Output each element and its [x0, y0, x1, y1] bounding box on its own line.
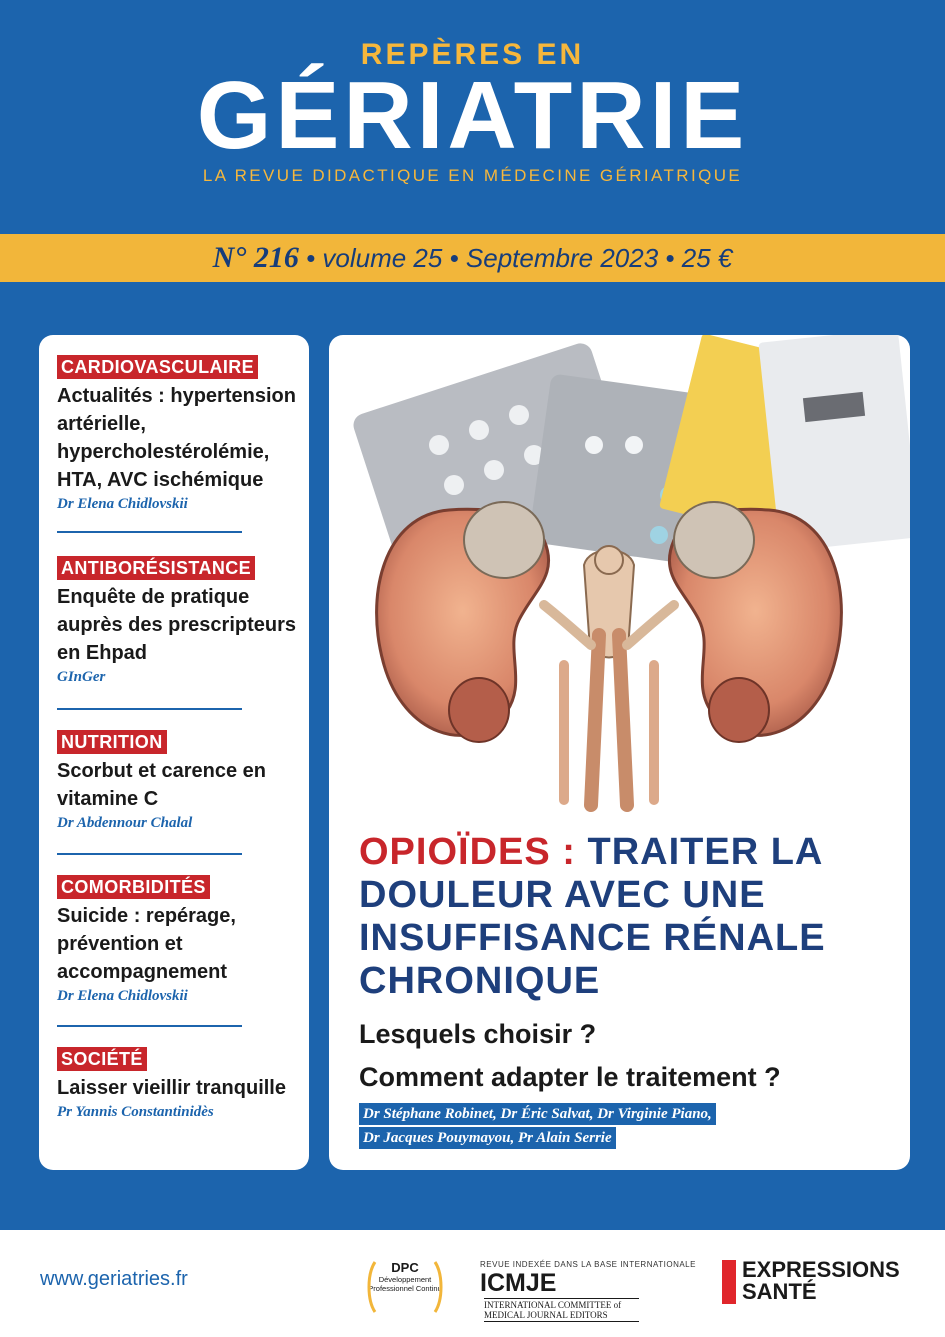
- article-category: COMORBIDITÉS: [57, 875, 210, 899]
- sidebar-contents: [39, 335, 309, 1170]
- dpc-brackets-icon: [365, 1256, 445, 1318]
- article-category: CARDIOVASCULAIRE: [57, 355, 258, 379]
- publisher-bar-icon: [722, 1260, 736, 1304]
- sidebar-article[interactable]: [57, 355, 307, 513]
- sidebar-article[interactable]: [57, 556, 307, 686]
- cover-authors: [359, 1103, 899, 1151]
- kidney-right-icon: [669, 502, 841, 742]
- icmje-fullname: INTERNATIONAL COMMITTEE of MEDICAL JOURNAL EDITORS: [484, 1298, 639, 1322]
- icmje-logo: [480, 1260, 705, 1322]
- cover-subhead: [359, 1013, 899, 1099]
- article-title: Actualités : hypertension artérielle, hypercholestérolémie, HTA, AVC ischémique: [57, 385, 296, 491]
- issue-bar: [0, 234, 945, 282]
- article-author: Dr Elena Chidlovskii: [57, 988, 188, 1004]
- article-title: Suicide : repérage, prévention et accompagnement: [57, 905, 236, 983]
- sidebar-article[interactable]: [57, 730, 307, 832]
- article-author: Pr Yannis Constantinidès: [57, 1104, 214, 1120]
- article-author: GInGer: [57, 669, 106, 685]
- dpc-title: DPC: [391, 1260, 419, 1275]
- sidebar-article[interactable]: [57, 875, 307, 1005]
- article-category: SOCIÉTÉ: [57, 1047, 147, 1071]
- article-separator: [57, 1025, 242, 1027]
- urinary-vessels-icon: [544, 546, 674, 805]
- masthead-pretitle: REPÈRES EN: [360, 38, 585, 71]
- icmje-acronym: ICMJE: [480, 1269, 557, 1297]
- publisher-name-line2: SANTÉ: [742, 1279, 817, 1304]
- masthead-title: GÉRIATRIE: [196, 62, 749, 169]
- issue-price: • 25 €: [665, 243, 733, 273]
- authors-line: Dr Stéphane Robinet, Dr Éric Salvat, Dr Virginie Piano,: [359, 1103, 716, 1125]
- cover-headline: [359, 831, 899, 1003]
- authors-line: Dr Jacques Pouymayou, Pr Alain Serrie: [359, 1127, 616, 1149]
- publisher-name-line1: EXPRESSIONS: [742, 1257, 900, 1282]
- issue-number: N° 216: [212, 241, 299, 274]
- headline-topic: OPIOÏDES :: [359, 831, 576, 873]
- kidneys-illustration-icon: [329, 335, 910, 825]
- headline-text: TRAITER LA DOULEUR AVEC UNE INSUFFISANCE RÉNALE CHRONIQUE: [359, 831, 826, 1002]
- issue-date: Septembre 2023: [465, 243, 659, 273]
- article-category: NUTRITION: [57, 730, 167, 754]
- main-feature: [329, 335, 910, 1170]
- website-link[interactable]: www.geriatries.fr: [40, 1268, 188, 1290]
- article-author: Dr Abdennour Chalal: [57, 815, 193, 831]
- article-title: Enquête de pratique auprès des prescripteurs en Ehpad: [57, 586, 296, 664]
- article-separator: [57, 708, 242, 710]
- masthead-subtitle: LA REVUE DIDACTIQUE EN MÉDECINE GÉRIATRIQUE: [202, 166, 743, 185]
- article-author: Dr Elena Chidlovskii: [57, 496, 188, 512]
- article-title: Laisser vieillir tranquille: [57, 1077, 286, 1099]
- dpc-logo: [365, 1256, 445, 1318]
- icmje-caption: REVUE INDEXÉE DANS LA BASE INTERNATIONALE: [480, 1260, 696, 1269]
- article-separator: [57, 531, 242, 533]
- article-category: ANTIBORÉSISTANCE: [57, 556, 255, 580]
- kidney-left-icon: [377, 502, 549, 742]
- dpc-subtitle: Développement Professionnel Continu: [368, 1275, 442, 1293]
- article-title: Scorbut et carence en vitamine C: [57, 760, 266, 810]
- subhead-line: Lesquels choisir ?: [359, 1019, 597, 1049]
- issue-volume: • volume 25 •: [306, 243, 459, 273]
- article-separator: [57, 853, 242, 855]
- subhead-line: Comment adapter le traitement ?: [359, 1062, 781, 1092]
- sidebar-article[interactable]: [57, 1047, 307, 1121]
